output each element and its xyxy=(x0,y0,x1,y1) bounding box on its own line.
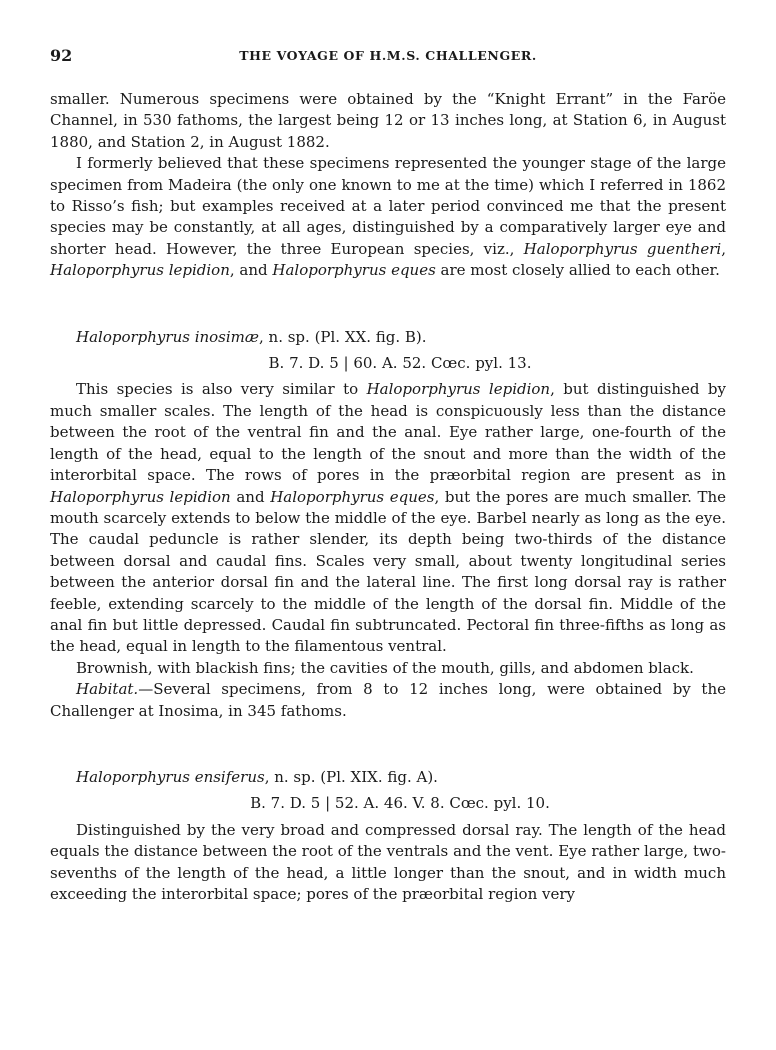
species-name: Haloporphyrus inosimæ xyxy=(76,327,259,346)
habitat-label: Habitat. xyxy=(76,680,139,699)
description-ensiferus: Distinguished by the very broad and compressed dorsal ray. The length of the head equals the distance between the root of the ventrals and the vent. Eye rather large, two-sevenths of the length of the head, a little longer than the snout, and in width much exceeding the interorbital space; pores of the præorbital region very xyxy=(50,820,726,903)
species-name: Haloporphyrus lepidion xyxy=(50,487,231,506)
species-name: Haloporphyrus eques xyxy=(272,261,436,280)
page-number: 92 xyxy=(50,46,73,65)
text-run: , but the pores are much smaller. The mouth scarcely extends to below the middle of the eye. Barbel nearly as long as the eye. The caudal peduncle is rather slender, its depth being two-thirds of the distance between dorsal and caudal fins. Scales very small, about twenty longitudinal series between the anterior dorsal fin and the lateral line. The first long dorsal ray is rather feeble, extending scarcely to the middle of the length of the dorsal fin. Middle of the anal fin but little depressed. Caudal fin subtruncated. Pectoral fin three-fifths as long as the head, equal in length to the filamentous ventral. xyxy=(50,487,727,656)
habitat-inosimae xyxy=(50,679,726,722)
text-run: , xyxy=(721,239,726,258)
text-run: are most closely allied to each other. xyxy=(435,261,720,280)
species-name: Haloporphyrus lepidion xyxy=(50,261,230,280)
intro-paragraph-2 xyxy=(50,153,726,281)
intro-paragraph-1: smaller. Numerous specimens were obtained by the “Knight Errant” in the Faröe Channel, in 530 fathoms, the largest being 12 or 13 inches long, at Station 6, in August 1880, and Station 2, in August 1882. xyxy=(50,90,726,151)
colour-inosimae: Brownish, with blackish fins; the cavities of the mouth, gills, and abdomen black. xyxy=(76,658,694,677)
running-title: THE VOYAGE OF H.M.S. CHALLENGER. xyxy=(239,48,537,63)
description-inosimae xyxy=(50,379,726,657)
page-header xyxy=(50,46,726,70)
text-run: This species is also very similar to xyxy=(76,380,367,399)
text-run: , but distinguished by much smaller scales. The length of the head is conspicuously less than the distance between the root of the ventral fin and the anal. Eye rather large, one-fourth of the length of the head, equal to the length of the snout and more than the width of the interorbital space. The rows of pores in the præorbital region are present as in xyxy=(50,380,726,485)
page-body xyxy=(50,89,726,905)
text-run: —Several specimens, from 8 to 12 inches long, were obtained by the Challenger at Inosima, in 345 fathoms. xyxy=(50,680,726,720)
species-name: Haloporphyrus eques xyxy=(270,487,435,506)
text-run: and xyxy=(230,487,271,506)
species-heading-ensiferus xyxy=(50,767,726,788)
text-run: I formerly believed that these specimens represented the younger stage of the large specimen from Madeira (the only one known to me at the time) which I referred in 1862 to Risso’s fish; but examples received at a later period convinced me that the present species may be constantly, at all ages, distinguished by a comparatively larger eye and shorter head. However, the three European species, viz., xyxy=(50,154,726,258)
species-name: Haloporphyrus ensiferus xyxy=(76,767,265,786)
fin-formula-inosimae: B. 7. D. 5 | 60. A. 52. Cœc. pyl. 13. xyxy=(268,354,532,373)
fin-formula-ensiferus: B. 7. D. 5 | 52. A. 46. V. 8. Cœc. pyl. 10. xyxy=(250,794,550,813)
text-run: , and xyxy=(229,261,273,280)
species-heading-inosimae xyxy=(50,327,726,348)
text-run: , n. sp. (Pl. XX. fig. B). xyxy=(259,327,427,346)
species-name: Haloporphyrus lepidion xyxy=(366,380,551,399)
species-name: Haloporphyrus guentheri xyxy=(523,239,722,258)
text-run: , n. sp. (Pl. XIX. fig. A). xyxy=(264,767,438,786)
